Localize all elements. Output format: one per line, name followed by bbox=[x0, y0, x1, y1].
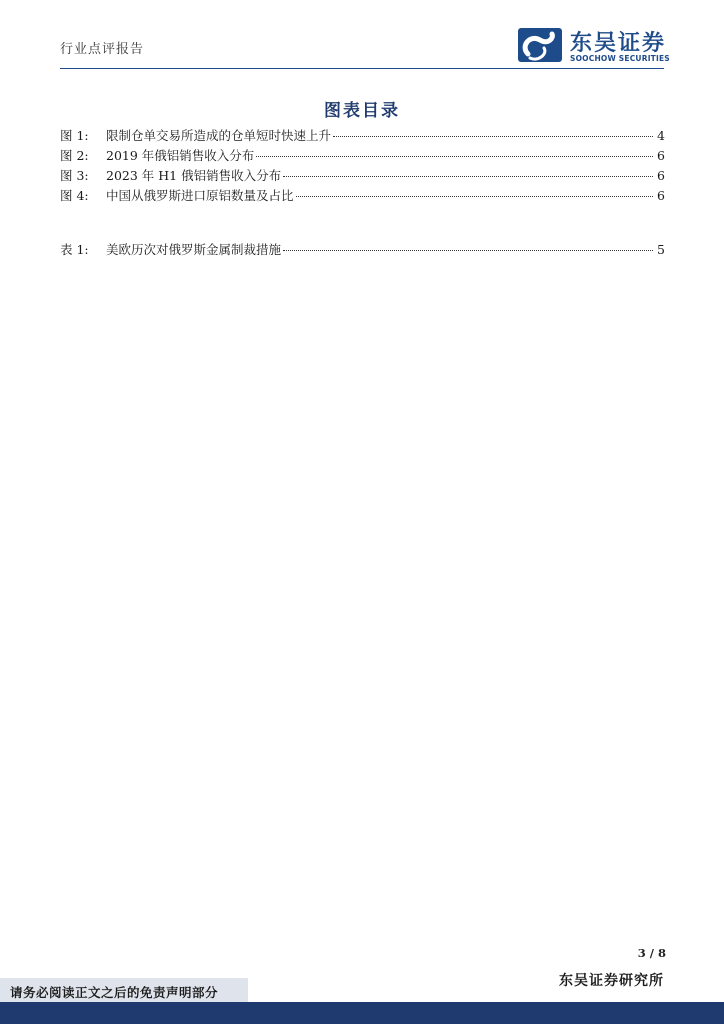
table-list bbox=[60, 240, 665, 260]
toc-entry-prefix: 图 2: bbox=[60, 148, 89, 163]
toc-entry-page: 6 bbox=[657, 148, 665, 163]
toc-entry-table-1[interactable] bbox=[60, 240, 665, 260]
header-rule bbox=[60, 68, 664, 69]
toc-entry-text: 美欧历次对俄罗斯金属制裁措施 bbox=[106, 242, 282, 257]
toc-leader-dots bbox=[283, 250, 653, 251]
toc-leader-dots bbox=[333, 136, 653, 137]
report-type-label: 行业点评报告 bbox=[60, 42, 145, 57]
toc-entry-page: 6 bbox=[657, 168, 665, 183]
toc-entry-page: 4 bbox=[657, 128, 665, 143]
toc-entry-prefix: 图 3: bbox=[60, 168, 89, 183]
footer-disclaimer: 请务必阅读正文之后的免责声明部分 bbox=[10, 985, 219, 1000]
toc-entry-text: 中国从俄罗斯进口原铝数量及占比 bbox=[106, 188, 294, 203]
toc-entry-figure-4[interactable] bbox=[60, 186, 665, 206]
brand-name-en: SOOCHOW SECURITIES bbox=[570, 54, 670, 63]
footer-org-name: 东吴证券研究所 bbox=[559, 973, 664, 989]
footer-bar bbox=[0, 1002, 724, 1024]
figure-list bbox=[60, 126, 665, 206]
brand-logo bbox=[518, 26, 678, 66]
toc-entry-text: 限制仓单交易所造成的仓单短时快速上升 bbox=[106, 128, 332, 143]
toc-entry-prefix: 图 1: bbox=[60, 128, 89, 143]
toc-entry-figure-2[interactable] bbox=[60, 146, 665, 166]
page-number: 3 / 8 bbox=[637, 946, 666, 960]
toc-entry-prefix: 表 1: bbox=[60, 242, 89, 257]
brand-name-cn: 东吴证券 bbox=[570, 31, 667, 56]
toc-title: 图表目录 bbox=[324, 101, 400, 121]
toc-entry-figure-1[interactable] bbox=[60, 126, 665, 146]
toc-entry-prefix: 图 4: bbox=[60, 188, 89, 203]
toc-entry-text: 2023 年 H1 俄铝销售收入分布 bbox=[106, 168, 282, 183]
toc-entry-page: 5 bbox=[657, 242, 665, 257]
toc-leader-dots bbox=[296, 196, 653, 197]
toc-leader-dots bbox=[283, 176, 653, 177]
toc-leader-dots bbox=[256, 156, 653, 157]
toc-entry-figure-3[interactable] bbox=[60, 166, 665, 186]
toc-entry-text: 2019 年俄铝销售收入分布 bbox=[106, 148, 255, 163]
toc-entry-page: 6 bbox=[657, 188, 665, 203]
brand-mark-icon bbox=[518, 28, 562, 62]
